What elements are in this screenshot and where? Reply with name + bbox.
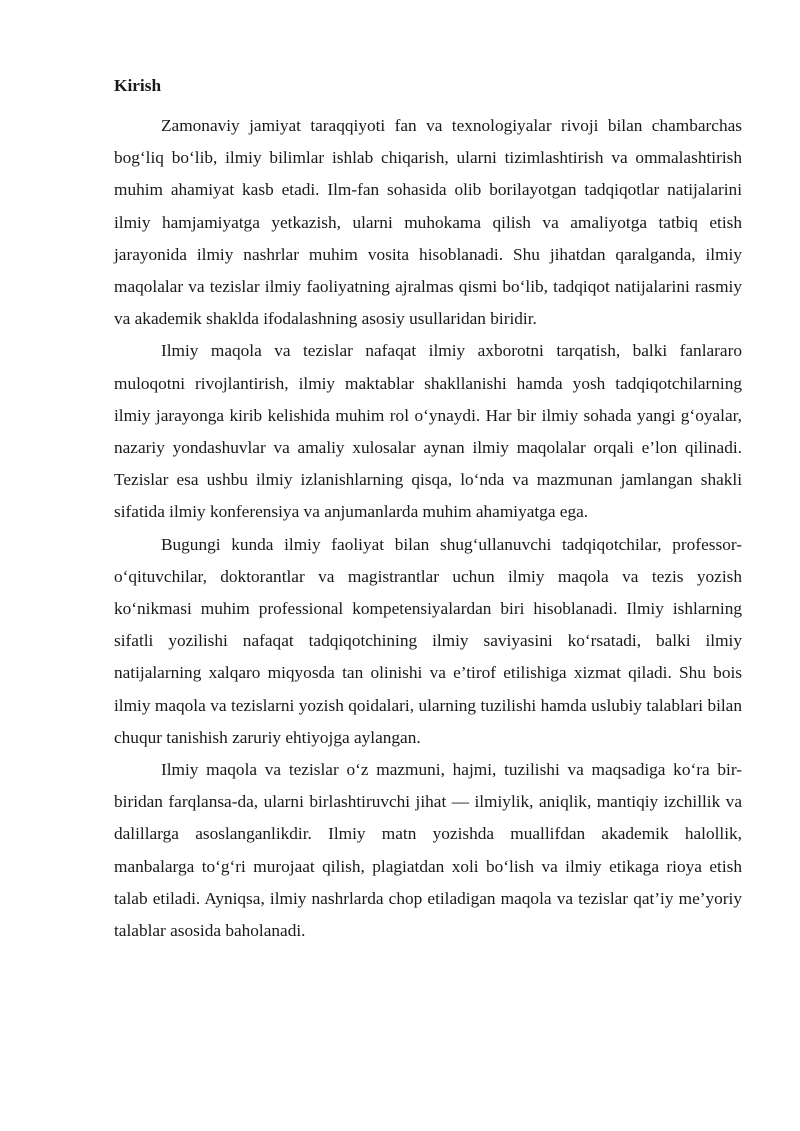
section-heading: Kirish xyxy=(114,76,162,95)
paragraph-1: Zamonaviy jamiyat taraqqiyoti fan va texnologiyalar rivoji bilan chambarchas bog‘liq bo‘lib, ilmiy bilimlar ishlab chiqarish, ularni tizimlashtirish va ommalashtirish muhim ahamiyat kasb etadi. Ilm-fan sohasida olib borilayotgan tadqiqotlar natijalarini ilmiy hamjamiyatga yetkazish, ularni muhokama qilish va amaliyotga tatbiq etish jarayonida ilmiy nashrlar muhim vosita hisoblanadi. Shu jihatdan qaralganda, ilmiy maqolalar va tezislar ilmiy faoliyatning ajralmas qismi bo‘lib, tadqiqot natijalarini rasmiy va akademik shaklda ifodalashning asosiy usullaridan biridir. xyxy=(114,116,742,329)
document-body xyxy=(114,71,742,947)
paragraph-4: Ilmiy maqola va tezislar o‘z mazmuni, hajmi, tuzilishi va maqsadiga ko‘ra bir-biridan farqlansa-da, ularni birlashtiruvchi jihat — ilmiylik, aniqlik, mantiqiy izchillik va dalillarga asoslanganlikdir. Ilmiy matn yozishda muallifdan akademik halollik, manbalarga to‘g‘ri murojaat qilish, plagiatdan xoli bo‘lish va ilmiy etikaga rioya etish talab etiladi. Ayniqsa, ilmiy nashrlarda chop etiladigan maqola va tezislar qat’iy me’yoriy talablar asosida baholanadi. xyxy=(114,760,742,941)
paragraph-2: Ilmiy maqola va tezislar nafaqat ilmiy axborotni tarqatish, balki fanlararo muloqotni rivojlantirish, ilmiy maktablar shakllanishi hamda yosh tadqiqotchilarning ilmiy jarayonga kirib kelishida muhim rol o‘ynaydi. Har bir ilmiy sohada yangi g‘oyalar, nazariy yondashuvlar va amaliy xulosalar aynan ilmiy maqolalar orqali e’lon qilinadi. Tezislar esa ushbu ilmiy izlanishlarning qisqa, lo‘nda va mazmunan jamlangan shakli sifatida ilmiy konferensiya va anjumanlarda muhim ahamiyatga ega. xyxy=(114,341,742,522)
paragraph-3: Bugungi kunda ilmiy faoliyat bilan shug‘ullanuvchi tadqiqotchilar, professor-o‘qituvchilar, doktorantlar va magistrantlar uchun ilmiy maqola va tezis yozish ko‘nikmasi muhim professional kompetensiyalardan biri hisoblanadi. Ilmiy ishlarning sifatli yozilishi nafaqat tadqiqotchining ilmiy saviyasini ko‘rsatadi, balki ilmiy natijalarning xalqaro miqyosda tan olinishi va e’tirof etilishiga xizmat qiladi. Shu bois ilmiy maqola va tezislarni yozish qoidalari, ularning tuzilishi hamda uslubiy talablari bilan chuqur tanishish zaruriy ehtiyojga aylangan. xyxy=(114,534,742,747)
